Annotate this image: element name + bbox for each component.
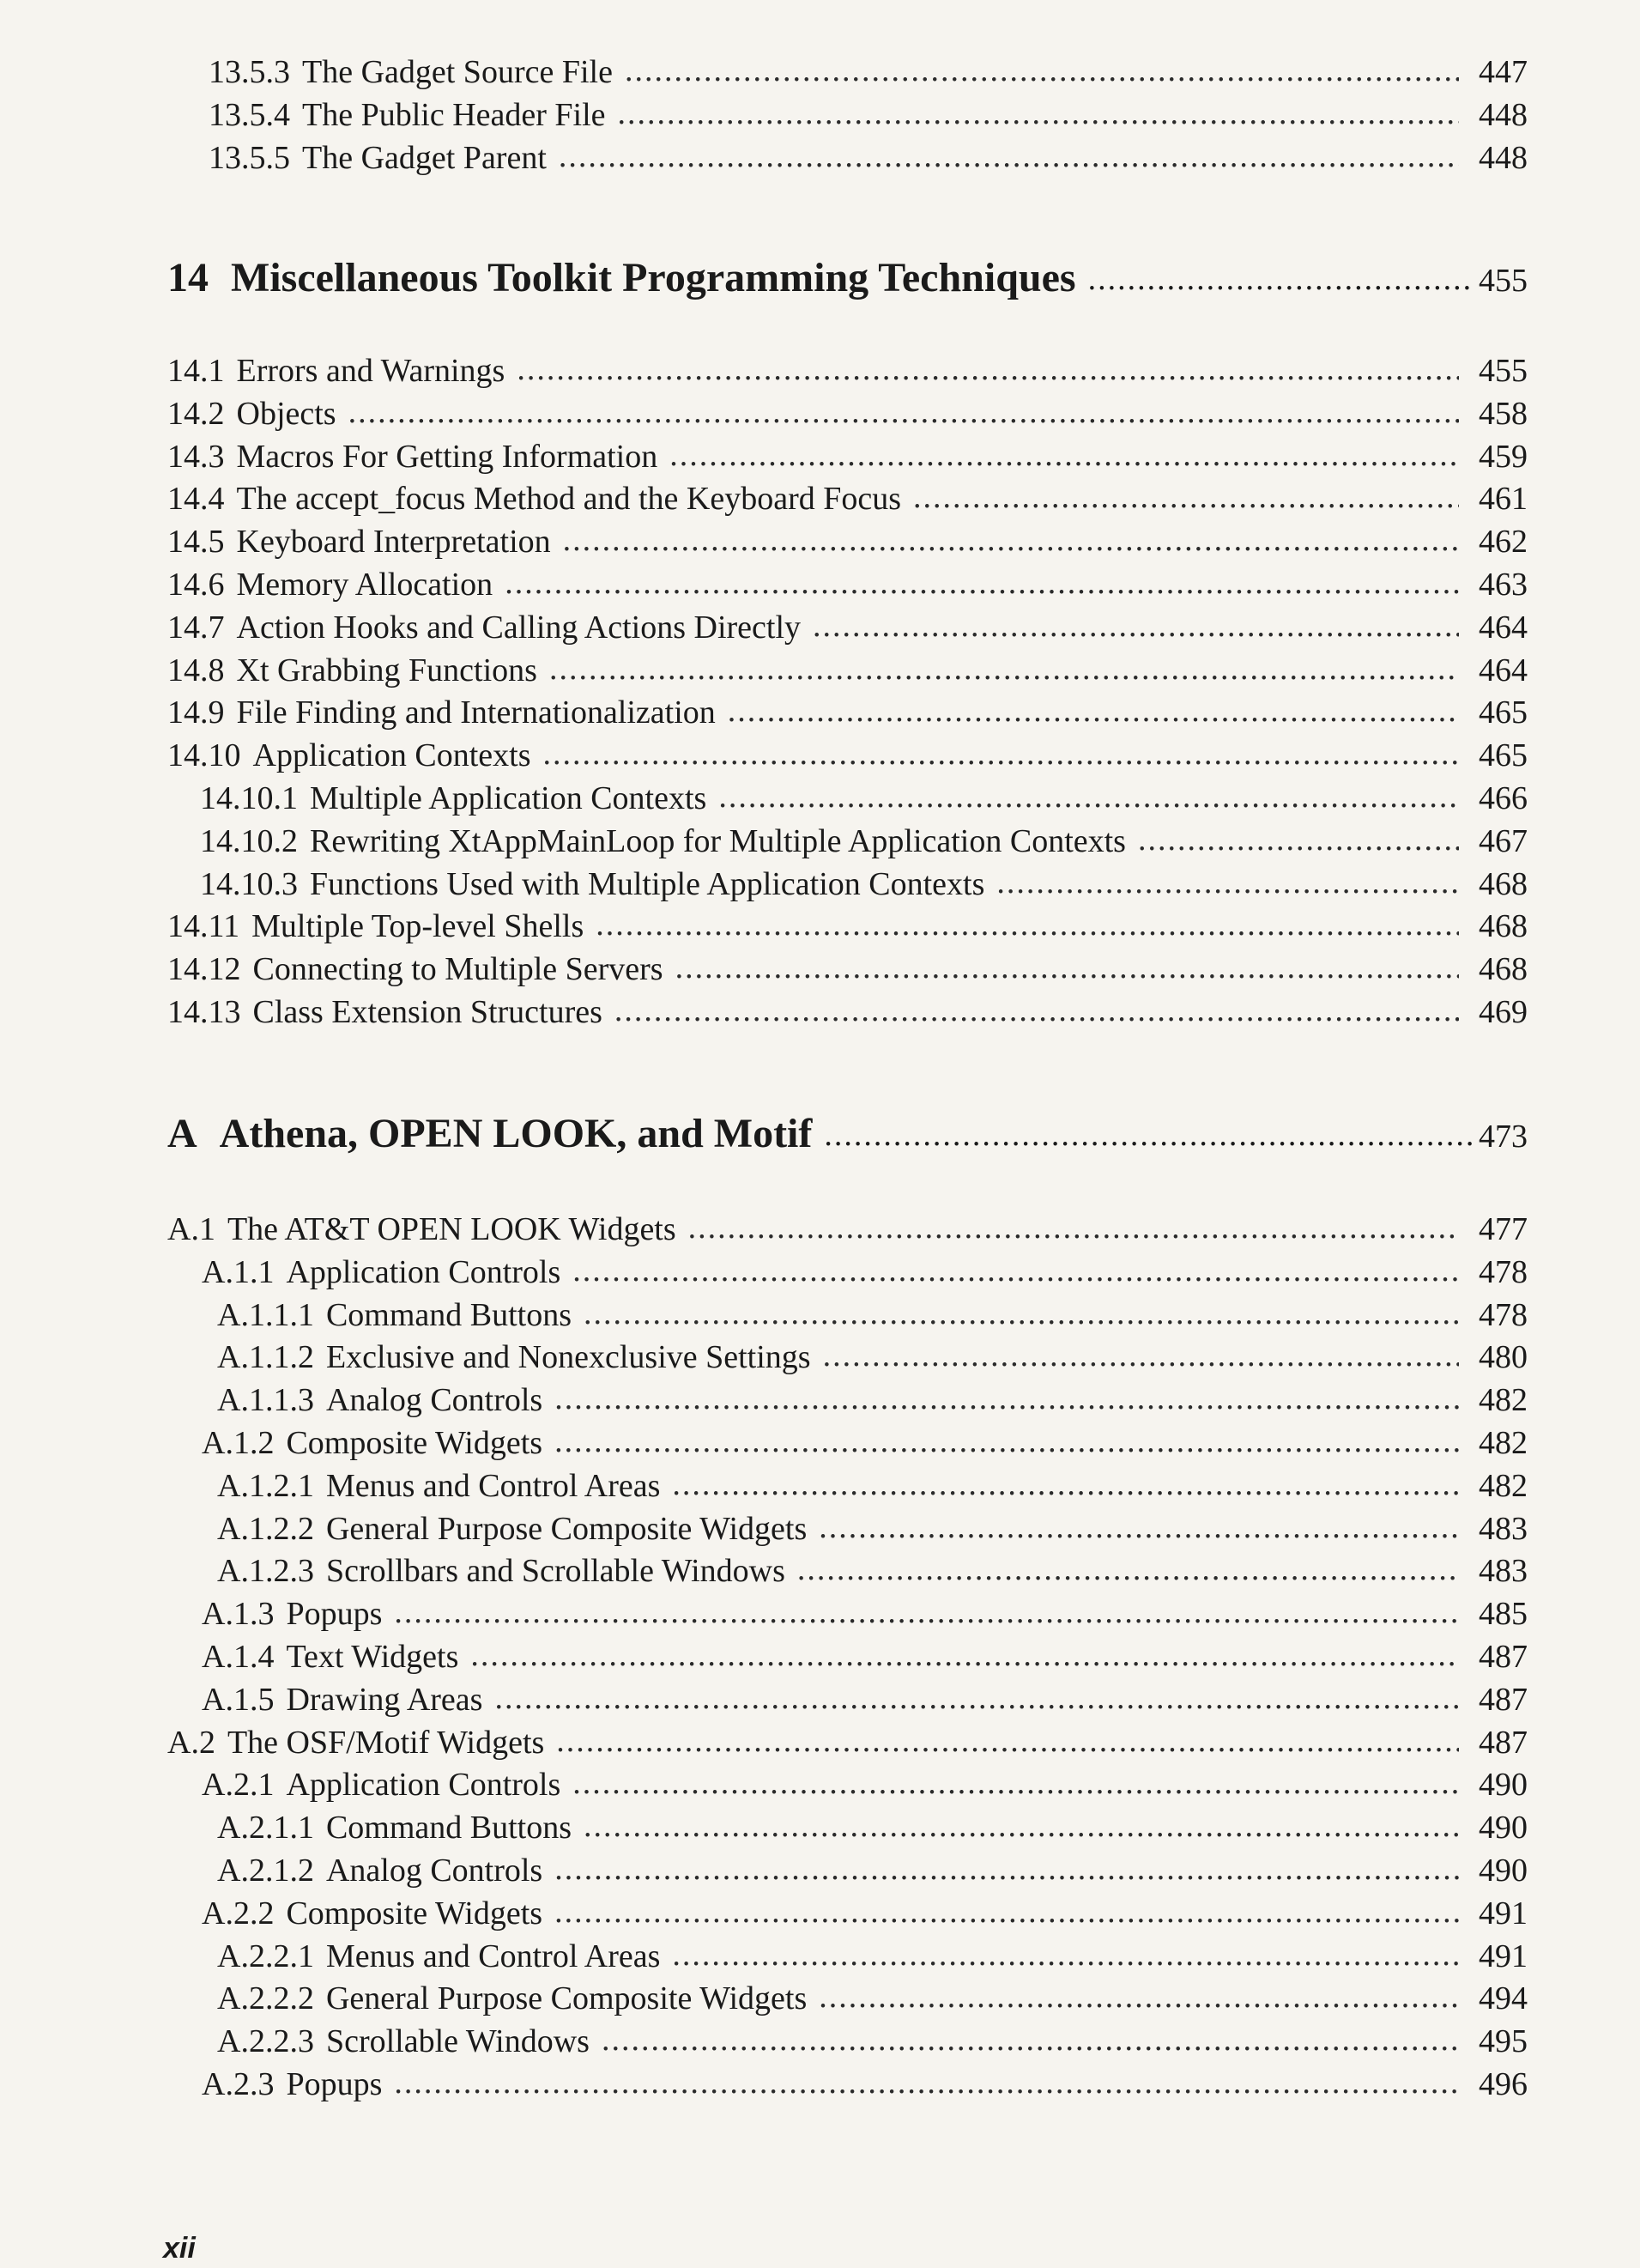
entry-title: The AT&T OPEN LOOK Widgets — [227, 1211, 676, 1247]
dot-leader — [394, 2062, 1459, 2105]
entry-number: 14.9 — [167, 694, 225, 731]
entry-number: A.1.2.1 — [217, 1467, 314, 1504]
dot-leader — [549, 648, 1459, 691]
entry-number: 14.10.1 — [200, 779, 298, 816]
dot-leader — [559, 136, 1459, 179]
entry-title: Composite Widgets — [286, 1895, 543, 1931]
entry-number: A.2.2.3 — [217, 2023, 314, 2060]
entry-number: 13.5.4 — [209, 96, 290, 133]
dot-leader — [718, 776, 1459, 819]
entry-number: A.1.2 — [202, 1424, 275, 1461]
entry-page: 448 — [1479, 139, 1528, 176]
entry-title: The accept_focus Method and the Keyboard Focus — [236, 481, 902, 518]
entry-title: Scrollbars and Scrollable Windows — [325, 1553, 785, 1590]
dot-leader — [554, 1891, 1459, 1934]
entry-page: 468 — [1479, 951, 1528, 988]
entry-page: 478 — [1479, 1296, 1528, 1333]
toc-entry — [167, 1978, 1528, 2021]
entry-title: Analog Controls — [325, 1852, 543, 1889]
entry-page: 465 — [1479, 694, 1528, 731]
toc-entry — [167, 1636, 1528, 1679]
dot-leader — [556, 1720, 1459, 1763]
chapter-title: Athena, OPEN LOOK, and Motif — [219, 1111, 813, 1156]
entry-number: A.2.2 — [202, 1895, 275, 1931]
entry-page: 466 — [1479, 779, 1528, 816]
dot-leader — [824, 1116, 1472, 1154]
dot-leader — [584, 1293, 1459, 1336]
chapter-page: 473 — [1479, 1119, 1528, 1155]
toc-entry — [167, 1893, 1528, 1936]
entry-number: A.1.3 — [202, 1596, 275, 1633]
entry-page: 482 — [1479, 1424, 1528, 1461]
dot-leader — [614, 990, 1459, 1033]
entry-number: A.2.1.1 — [217, 1810, 314, 1847]
entry-title: General Purpose Composite Widgets — [325, 1510, 808, 1547]
entry-title: File Finding and Internationalization — [236, 694, 716, 731]
entry-number: 14.10 — [167, 737, 241, 774]
entry-title: Multiple Application Contexts — [310, 779, 707, 816]
entry-number: A.1.4 — [202, 1638, 275, 1675]
entry-page: 447 — [1479, 54, 1528, 90]
dot-leader — [348, 391, 1459, 434]
entry-title: Command Buttons — [325, 1296, 572, 1333]
dot-leader — [675, 947, 1459, 990]
entry-number: 14.13 — [167, 993, 241, 1030]
dot-leader — [563, 519, 1459, 562]
dot-leader — [394, 1592, 1459, 1634]
entry-title: The Public Header File — [302, 96, 606, 133]
entry-number: 14.5 — [167, 524, 225, 561]
entry-title: Xt Grabbing Functions — [236, 652, 537, 688]
entry-title: Scrollable Windows — [325, 2023, 590, 2060]
toc-entry — [167, 692, 1528, 735]
toc-entry — [167, 478, 1528, 521]
chapter-14-entries — [167, 350, 1528, 1034]
entry-page: 462 — [1479, 524, 1528, 561]
entry-number: A.2.2.2 — [217, 1980, 314, 2017]
toc-continuation-block — [167, 52, 1528, 179]
entry-page: 495 — [1479, 2023, 1528, 2060]
dot-leader — [913, 476, 1459, 519]
entry-page: 482 — [1479, 1467, 1528, 1504]
entry-number: 14.7 — [167, 609, 225, 646]
dot-leader — [797, 1549, 1459, 1592]
entry-page: 487 — [1479, 1681, 1528, 1718]
entry-number: 14.10.2 — [200, 822, 298, 859]
entry-page: 468 — [1479, 908, 1528, 945]
dot-leader — [996, 862, 1459, 905]
entry-title: The OSF/Motif Widgets — [227, 1724, 545, 1761]
toc-entry — [167, 735, 1528, 778]
entry-title: Popups — [286, 2065, 383, 2102]
entry-page: 496 — [1479, 2065, 1528, 2102]
toc-entry — [167, 1550, 1528, 1593]
toc-entry — [167, 1465, 1528, 1508]
entry-page: 485 — [1479, 1596, 1528, 1633]
toc-entry — [167, 1722, 1528, 1765]
entry-number: 14.8 — [167, 652, 225, 688]
toc-entry — [167, 2064, 1528, 2107]
entry-page: 455 — [1479, 353, 1528, 389]
dot-leader — [602, 2019, 1459, 2062]
dot-leader — [813, 605, 1459, 648]
entry-number: A.1.2.3 — [217, 1553, 314, 1590]
entry-number: A.1.1.2 — [217, 1339, 314, 1376]
entry-number: A.1.5 — [202, 1681, 275, 1718]
toc-entry — [167, 821, 1528, 864]
chapter-title: Miscellaneous Toolkit Programming Techniques — [231, 255, 1076, 300]
dot-leader — [554, 1378, 1459, 1421]
entry-number: 13.5.3 — [209, 54, 290, 90]
dot-leader — [584, 1805, 1459, 1848]
chapter-entry — [167, 1110, 1528, 1170]
toc-entry — [167, 1209, 1528, 1252]
entry-page: 459 — [1479, 438, 1528, 475]
toc-entry — [167, 436, 1528, 479]
chapter-entry — [167, 254, 1528, 314]
entry-page: 478 — [1479, 1253, 1528, 1290]
toc-entry — [167, 1380, 1528, 1422]
entry-number: A.2.1 — [202, 1767, 275, 1804]
dot-leader — [596, 904, 1459, 947]
dot-leader — [672, 1464, 1459, 1507]
entry-page: 463 — [1479, 566, 1528, 603]
entry-title: Command Buttons — [325, 1810, 572, 1847]
dot-leader — [572, 1762, 1459, 1805]
dot-leader — [554, 1421, 1459, 1464]
toc-entry — [167, 1764, 1528, 1807]
entry-title: Multiple Top-level Shells — [251, 908, 584, 945]
toc-entry — [167, 991, 1528, 1034]
entry-title: General Purpose Composite Widgets — [325, 1980, 808, 2017]
entry-title: Application Contexts — [252, 737, 531, 774]
dot-leader — [505, 562, 1459, 605]
dot-leader — [554, 1848, 1459, 1891]
entry-number: A.2.1.2 — [217, 1852, 314, 1889]
entry-page: 490 — [1479, 1852, 1528, 1889]
entry-number: 14.4 — [167, 481, 225, 518]
entry-title: Menus and Control Areas — [325, 1938, 661, 1974]
chapter-14-heading — [167, 254, 1528, 314]
entry-title: Memory Allocation — [236, 566, 493, 603]
dot-leader — [688, 1207, 1459, 1250]
chapter-number: 14 — [167, 255, 209, 300]
dot-leader — [494, 1677, 1459, 1720]
page-folio: xii — [163, 2232, 196, 2265]
toc-entry — [167, 1679, 1528, 1722]
toc-entry — [167, 949, 1528, 991]
entry-title: Analog Controls — [325, 1382, 543, 1419]
entry-number: A.1.1 — [202, 1253, 275, 1290]
entry-number: 14.2 — [167, 395, 225, 432]
entry-number: 14.1 — [167, 353, 225, 389]
dot-leader — [572, 1250, 1459, 1293]
entry-number: 14.6 — [167, 566, 225, 603]
entry-number: A.2 — [167, 1724, 215, 1761]
entry-title: Class Extension Structures — [252, 993, 602, 1030]
toc-entry — [167, 2021, 1528, 2064]
toc-entry — [167, 607, 1528, 650]
dot-leader — [672, 1934, 1459, 1977]
entry-number: A.2.2.1 — [217, 1938, 314, 1974]
toc-entry — [167, 1593, 1528, 1636]
entry-page: 465 — [1479, 737, 1528, 774]
entry-page: 464 — [1479, 652, 1528, 688]
entry-page: 482 — [1479, 1382, 1528, 1419]
entry-number: A.1 — [167, 1211, 215, 1247]
dot-leader — [543, 733, 1459, 776]
entry-page: 491 — [1479, 1895, 1528, 1931]
dot-leader — [823, 1335, 1459, 1378]
dot-leader — [819, 1507, 1459, 1549]
entry-number: 14.12 — [167, 951, 241, 988]
entry-page: 469 — [1479, 993, 1528, 1030]
entry-title: The Gadget Source File — [302, 54, 613, 90]
entry-page: 461 — [1479, 481, 1528, 518]
toc-entry — [167, 1807, 1528, 1850]
dot-leader — [625, 50, 1459, 93]
entry-title: Popups — [286, 1596, 383, 1633]
entry-page: 494 — [1479, 1980, 1528, 2017]
dot-leader — [819, 1976, 1459, 2019]
entry-title: Application Controls — [286, 1767, 561, 1804]
entry-page: 491 — [1479, 1938, 1528, 1974]
toc-entry — [167, 1337, 1528, 1380]
entry-page: 467 — [1479, 822, 1528, 859]
entry-title: Exclusive and Nonexclusive Settings — [325, 1339, 811, 1376]
entry-title: Macros For Getting Information — [236, 438, 658, 475]
toc-entry — [167, 1252, 1528, 1295]
entry-title: Application Controls — [286, 1253, 561, 1290]
entry-page: 483 — [1479, 1510, 1528, 1547]
appendix-a-entries — [167, 1209, 1528, 2107]
dot-leader — [517, 349, 1459, 391]
toc-entry — [167, 906, 1528, 949]
entry-title: Composite Widgets — [286, 1424, 543, 1461]
toc-entry — [167, 1422, 1528, 1465]
toc-entry — [167, 94, 1528, 137]
toc-entry — [167, 650, 1528, 693]
entry-title: Objects — [236, 395, 336, 432]
entry-number: 14.11 — [167, 908, 240, 945]
appendix-a-heading — [167, 1110, 1528, 1170]
dot-leader — [470, 1634, 1459, 1677]
dot-leader — [669, 434, 1459, 477]
toc-entry — [167, 864, 1528, 907]
toc-entry — [167, 1508, 1528, 1551]
entry-page: 468 — [1479, 865, 1528, 902]
entry-title: Keyboard Interpretation — [236, 524, 551, 561]
entry-title: Rewriting XtAppMainLoop for Multiple Application Contexts — [310, 822, 1126, 859]
toc-entry — [167, 1936, 1528, 1979]
toc-entry — [167, 1850, 1528, 1893]
entry-number: 14.10.3 — [200, 865, 298, 902]
toc-entry — [167, 137, 1528, 180]
toc-entry — [167, 521, 1528, 564]
dot-leader — [618, 93, 1459, 136]
entry-title: Errors and Warnings — [236, 353, 505, 389]
entry-number: A.1.1.1 — [217, 1296, 314, 1333]
entry-title: Text Widgets — [286, 1638, 459, 1675]
toc-entry — [167, 564, 1528, 607]
toc-entry — [167, 778, 1528, 821]
toc-entry — [167, 393, 1528, 436]
dot-leader — [1088, 260, 1472, 298]
entry-title: Functions Used with Multiple Application Contexts — [310, 865, 985, 902]
entry-number: A.2.3 — [202, 2065, 275, 2102]
entry-title: Action Hooks and Calling Actions Directly — [236, 609, 802, 646]
entry-title: Menus and Control Areas — [325, 1467, 661, 1504]
entry-page: 458 — [1479, 395, 1528, 432]
toc-entry — [167, 52, 1528, 94]
entry-page: 483 — [1479, 1553, 1528, 1590]
entry-page: 477 — [1479, 1211, 1528, 1247]
toc-entry — [167, 1295, 1528, 1337]
entry-page: 480 — [1479, 1339, 1528, 1376]
dot-leader — [1138, 819, 1459, 862]
chapter-number: A — [167, 1111, 197, 1156]
entry-number: 14.3 — [167, 438, 225, 475]
entry-number: A.1.1.3 — [217, 1382, 314, 1419]
entry-page: 487 — [1479, 1724, 1528, 1761]
entry-page: 490 — [1479, 1767, 1528, 1804]
entry-number: 13.5.5 — [209, 139, 290, 176]
toc-entry — [167, 350, 1528, 393]
dot-leader — [728, 690, 1459, 733]
entry-title: Drawing Areas — [286, 1681, 483, 1718]
chapter-page: 455 — [1479, 263, 1528, 299]
entry-page: 464 — [1479, 609, 1528, 646]
entry-number: A.1.2.2 — [217, 1510, 314, 1547]
entry-page: 490 — [1479, 1810, 1528, 1847]
entry-page: 448 — [1479, 96, 1528, 133]
entry-page: 487 — [1479, 1638, 1528, 1675]
entry-title: Connecting to Multiple Servers — [252, 951, 663, 988]
entry-title: The Gadget Parent — [302, 139, 547, 176]
